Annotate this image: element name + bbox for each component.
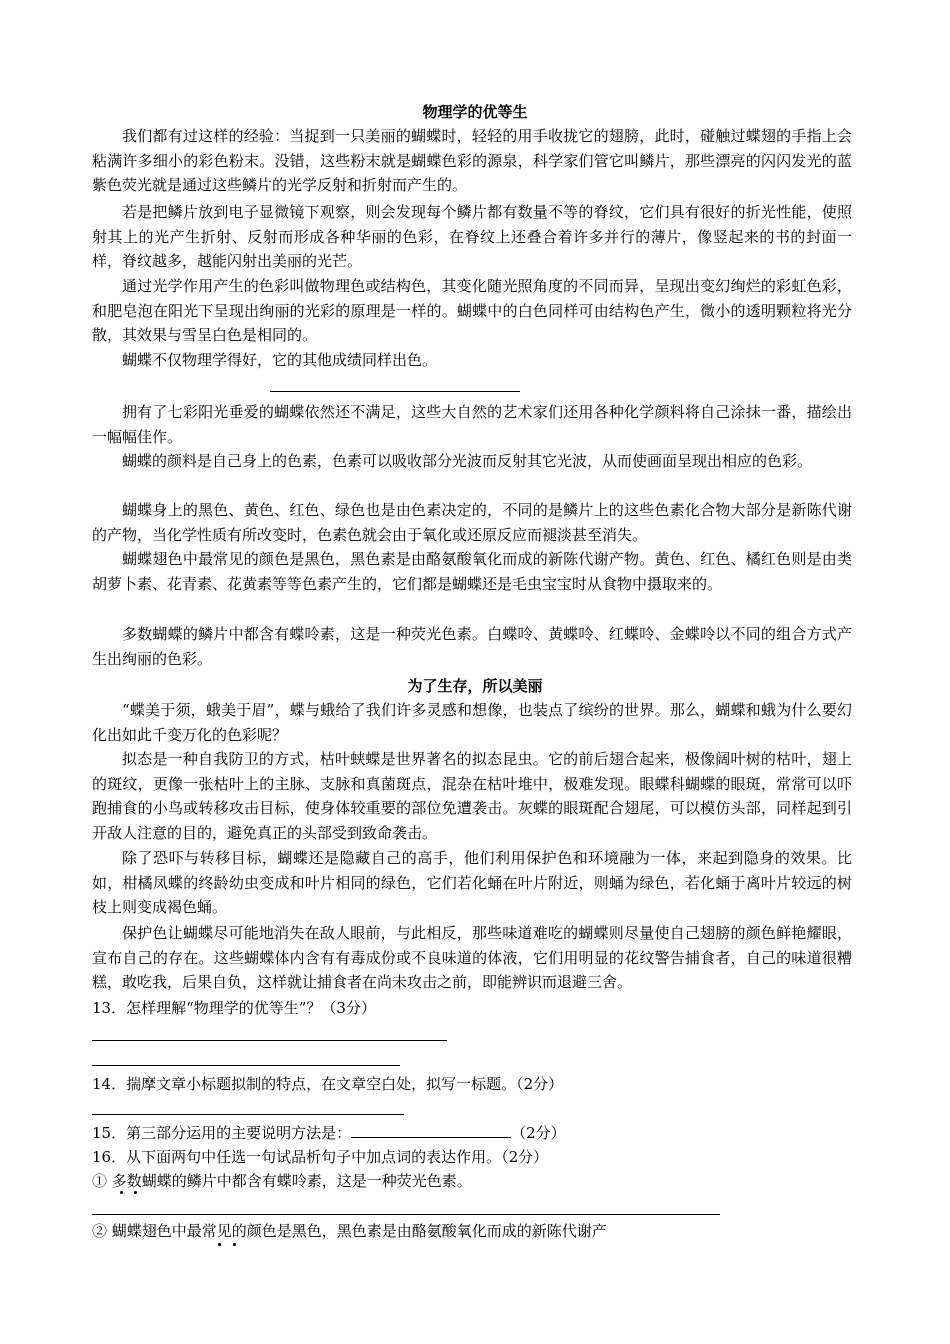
paragraph: 蝴蝶身上的黑色、黄色、红色、绿色也是由色素决定的，不同的是鳞片上的这些色素化合物大部分是新陈代谢的产物，当化学性质有所改变时，色素色就会由于氧化或还原反应而褪淡甚至消失。 (92, 501, 852, 544)
paragraph: 拟态是一种自我防卫的方式，枯叶蛱蝶是世界著名的拟态昆虫。它的前后翅合起来，极像阔叶树的枯叶，翅上的斑纹，更像一张枯叶上的主脉、支脉和真菌斑点，混杂在枯叶堆中，极难发现。眼蝶科蝴蝶的眼斑，常常可以吓跑捕食的小鸟或转移攻击目标，使身体较重要的部位免遭袭击。灰蝶的眼斑配合翅尾，可以模仿头部，同样起到引开敌人注意的目的，避免真正的头部受到致命袭击。 (92, 750, 852, 842)
paragraph: 蝴蝶的颜料是自己身上的色素，色素可以吸收部分光波而反射其它光波，从而使画面呈现出相应的色彩。 (122, 452, 813, 470)
emphasis-dot (233, 1243, 236, 1246)
paragraph: 我们都有过这样的经验：当捉到一只美丽的蝴蝶时，轻轻的用手收拢它的翅膀，此时，碰触过蝶翅的手指上会粘满许多细小的彩色粉末。没错，这些粉末就是蝴蝶色彩的源泉，科学家们管它叫鳞片，那些漂亮的闪闪发光的蓝紫色荧光就是通过这些鳞片的光学反射和折射而产生的。 (92, 127, 852, 195)
subtitle-blank-line (270, 391, 520, 392)
paragraph: 蝴蝶翅色中最常见的颜色是黑色，黑色素是由酪氨酸氧化而成的新陈代谢产物。黄色、红色、橘红色则是由类胡萝卜素、花青素、花黄素等等色素产生的，它们都是蝴蝶还是毛虫宝宝时从食物中摄取来的。 (92, 550, 852, 593)
answer-blank[interactable] (351, 1123, 511, 1138)
paragraph: 拥有了七彩阳光垂爱的蝴蝶依然还不满足，这些大自然的艺术家们还用各种化学颜料将自己涂抹一番，描绘出一幅幅佳作。 (92, 403, 852, 446)
paragraph: “蝶美于须，蛾美于眉”，蝶与蛾给了我们许多灵感和想像，也装点了缤纷的世界。那么，蝴蝶和蛾为什么要幻化出如此千变万化的色彩呢？ (92, 701, 852, 744)
question-14: 14．揣摩文章小标题拟制的特点，在文章空白处，拟写一标题。（2分） (92, 1075, 564, 1093)
question-13: 13．怎样理解“物理学的优等生”？（3分） (92, 999, 376, 1017)
sentence-option-2: ② 蝴蝶翅色中最常见的颜色是黑色，黑色素是由酪氨酸氧化而成的新陈代谢产 (92, 1222, 607, 1240)
answer-line[interactable] (92, 1114, 404, 1115)
article-title: 物理学的优等生 (422, 103, 528, 121)
paragraph: 除了恐吓与转移目标，蝴蝶还是隐藏自己的高手，他们利用保护色和环境融为一体，来起到隐身的效果。比如，柑橘凤蝶的终龄幼虫变成和叶片相同的绿色，它们若化蛹在叶片附近，则蛹为绿色，若化蛹于离叶片较远的树枝上则变成褐色蛹。 (92, 849, 852, 917)
paragraph: 多数蝴蝶的鳞片中都含有蝶呤素，这是一种荧光色素。白蝶呤、黄蝶呤、红蝶呤、金蝶呤以不同的组合方式产生出绚丽的色彩。 (92, 625, 852, 668)
question-15 (92, 1121, 872, 1145)
answer-line[interactable] (92, 1065, 400, 1066)
emphasis-dot (120, 1191, 123, 1194)
question-15-text: 15．第三部分运用的主要说明方法是： (92, 1124, 352, 1142)
emphasis-dot (218, 1243, 221, 1246)
sentence-option-1: ① 多数蝴蝶的鳞片中都含有蝶呤素，这是一种荧光色素。 (92, 1172, 472, 1190)
section-subtitle: 为了生存，所以美丽 (407, 677, 543, 695)
question-16: 16．从下面两句中任选一句试品析句子中加点词的表达作用。（2分） (92, 1148, 549, 1166)
emphasis-dot (134, 1191, 137, 1194)
paragraph: 通过光学作用产生的色彩叫做物理色或结构色，其变化随光照角度的不同而异，呈现出变幻绚烂的彩虹色彩，和肥皂泡在阳光下呈现出绚丽的光彩的原理是一样的。蝴蝶中的白色同样可由结构色产生，微小的透明颗粒将光分散，其效果与雪呈白色是相同的。 (92, 277, 852, 345)
answer-line[interactable] (92, 1040, 447, 1041)
paragraph: 蝴蝶不仅物理学得好，它的其他成绩同样出色。 (122, 351, 438, 369)
answer-line[interactable] (92, 1214, 720, 1215)
paragraph: 若是把鳞片放到电子显微镜下观察，则会发现每个鳞片都有数量不等的脊纹，它们具有很好的折光性能，使照射其上的光产生折射、反射而形成各种华丽的色彩，在脊纹上还叠合着许多并行的薄片，像竖起来的书的封面一样，脊纹越多，越能闪射出美丽的光芒。 (92, 203, 852, 271)
question-15-points: （2分） (511, 1124, 566, 1142)
paragraph: 保护色让蝴蝶尽可能地消失在敌人眼前，与此相反，那些味道难吃的蝴蝶则尽量使自己翅膀的颜色鲜艳耀眼，宣布自己的存在。这些蝴蝶体内含有有毒成份或不良味道的体液，它们用明显的花纹警告捕食者，自己的味道很糟糕，敢吃我，后果自负，这样就让捕食者在尚未攻击之前，即能辨识而退避三舍。 (92, 924, 852, 992)
